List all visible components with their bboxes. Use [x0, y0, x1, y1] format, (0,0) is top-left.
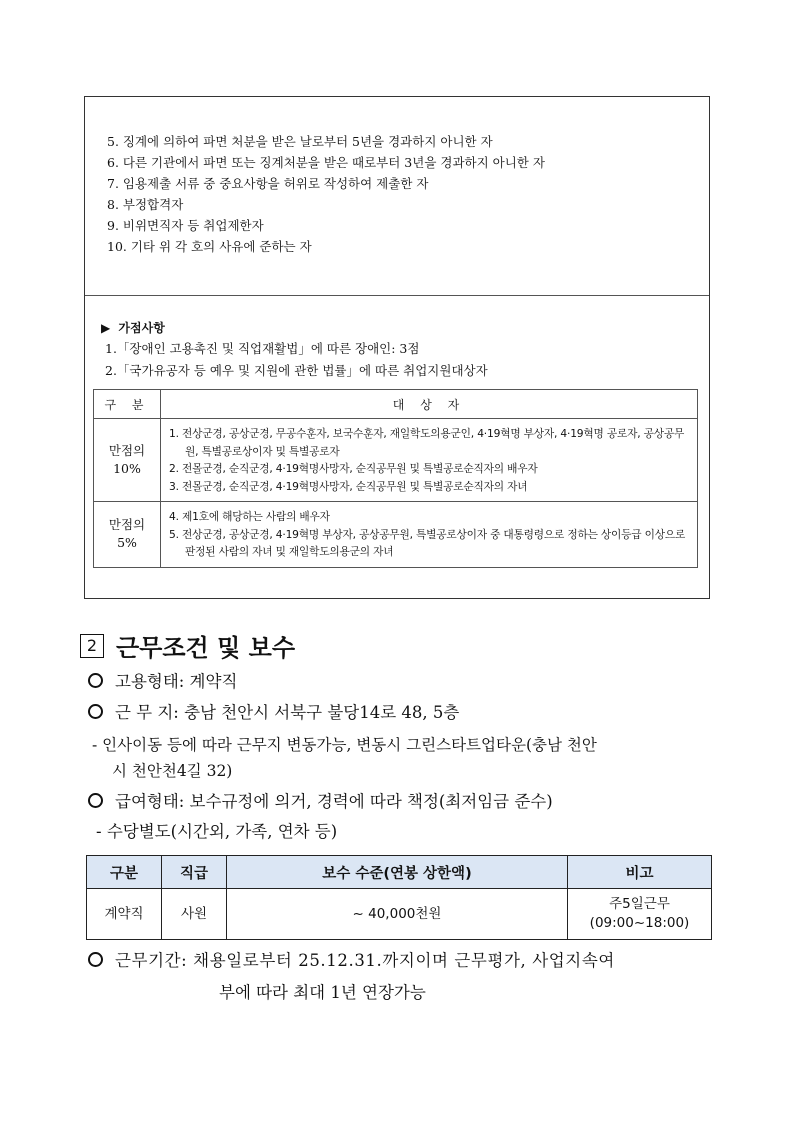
table-cell [568, 889, 712, 940]
circle-bullet-icon [88, 673, 103, 688]
table-row [94, 419, 698, 502]
section-title-text: 근무조건 및 보수 [116, 634, 295, 662]
table-header: 대 상 자 [161, 390, 698, 419]
disqualification-item: 10. 기타 위 각 호의 사유에 준하는 자 [107, 239, 312, 254]
target-item: 4. 제1호에 해당하는 사람의 배우자 [169, 510, 330, 523]
category-cell [94, 419, 161, 502]
section-number-box: 2 [80, 634, 104, 658]
category-value: 10% [113, 461, 141, 476]
allowance-note: - 수당별도(시간외, 가족, 연차 등) [96, 822, 338, 841]
work-days: 주5일근무 [609, 896, 670, 912]
bonus-item: 1.「장애인 고용촉진 및 직업재활법」에 따른 장애인: 3점 [105, 341, 420, 356]
disqualification-item: 5. 징계에 의하여 파면 처분을 받은 날로부터 5년을 경과하지 아니한 자 [107, 134, 493, 149]
bonus-heading [101, 319, 165, 336]
table-header: 구 분 [94, 390, 161, 419]
category-label: 만점의 [108, 517, 146, 533]
bonus-item: 2.「국가유공자 등 예우 및 지원에 관한 법률」에 따른 취업지원대상자 [105, 363, 488, 378]
circle-bullet-icon [88, 704, 103, 719]
employment-type-text: 고용형태: 계약직 [115, 672, 238, 691]
target-item: 5. 전상군경, 공상군경, 4·19혁명 부상자, 공상공무원, 특별공로상이자 중 대통령령으로 정하는 상이등급 이상으로 판정된 사람의 자녀 및 재일학도의용군의 자녀 [169, 527, 686, 558]
target-cell [161, 419, 698, 502]
table-header: 비고 [568, 856, 712, 889]
work-period-text: 근무기간: 채용일로부터 25.12.31.까지이며 근무평가, 사업지속여 [115, 951, 615, 970]
disqualification-item: 6. 다른 기관에서 파면 또는 징계처분을 받은 때로부터 3년을 경과하지 아니한 자 [107, 155, 545, 170]
work-period [88, 949, 615, 973]
triangle-icon: ▶ [101, 321, 111, 335]
category-label: 만점의 [108, 443, 146, 458]
table-row [87, 889, 712, 940]
table-header: 구분 [87, 856, 162, 889]
table-cell: ~ 40,000천원 [227, 889, 568, 940]
work-period-continued: 부에 따라 최대 1년 연장가능 [219, 983, 426, 1002]
bonus-title: 가점사항 [118, 321, 165, 335]
disqualification-item: 8. 부정합격자 [107, 197, 184, 212]
bonus-table [93, 389, 698, 568]
salary-form [88, 790, 553, 814]
table-header: 직급 [162, 856, 227, 889]
work-hours: (09:00~18:00) [589, 915, 690, 931]
section-divider [85, 295, 709, 296]
target-item: 3. 전몰군경, 순직군경, 4·19혁명사망자, 순직공무원 및 특별공로순직자의 자녀 [169, 479, 528, 493]
requirements-box [84, 96, 710, 599]
disqualification-item: 9. 비위면직자 등 취업제한자 [107, 218, 264, 233]
category-cell [94, 502, 161, 568]
circle-bullet-icon [88, 793, 103, 808]
table-cell: 사원 [162, 889, 227, 940]
target-item: 2. 전몰군경, 순직군경, 4·19혁명사망자, 순직공무원 및 특별공로순직자의 배우자 [169, 462, 538, 475]
employment-type [88, 670, 237, 694]
table-header: 보수 수준(연봉 상한액) [227, 856, 568, 889]
target-cell [161, 502, 698, 568]
workplace-text: 근 무 지: 충남 천안시 서북구 불당14로 48, 5층 [115, 703, 460, 722]
salary-form-text: 급여형태: 보수규정에 의거, 경력에 따라 책정(최저임금 준수) [115, 792, 553, 811]
circle-bullet-icon [88, 952, 103, 967]
workplace-note: - 인사이동 등에 따라 근무지 변동가능, 변동시 그린스타트업타운(충남 천안 [92, 736, 597, 754]
pay-table [86, 855, 712, 940]
section-title [80, 628, 295, 663]
target-item: 1. 전상군경, 공상군경, 무공수훈자, 보국수훈자, 재일학도의용군인, 4·19혁명 부상자, 4·19혁명 공로자, 공상공무원, 특별공로상이자 및 특별공로자 [169, 427, 685, 458]
table-row [94, 502, 698, 568]
workplace-note: 시 천안천4길 32) [112, 762, 233, 780]
table-cell: 계약직 [87, 889, 162, 940]
disqualification-item: 7. 임용제출 서류 중 중요사항을 허위로 작성하여 제출한 자 [107, 176, 429, 191]
workplace [88, 701, 459, 725]
category-value: 5% [117, 535, 137, 551]
